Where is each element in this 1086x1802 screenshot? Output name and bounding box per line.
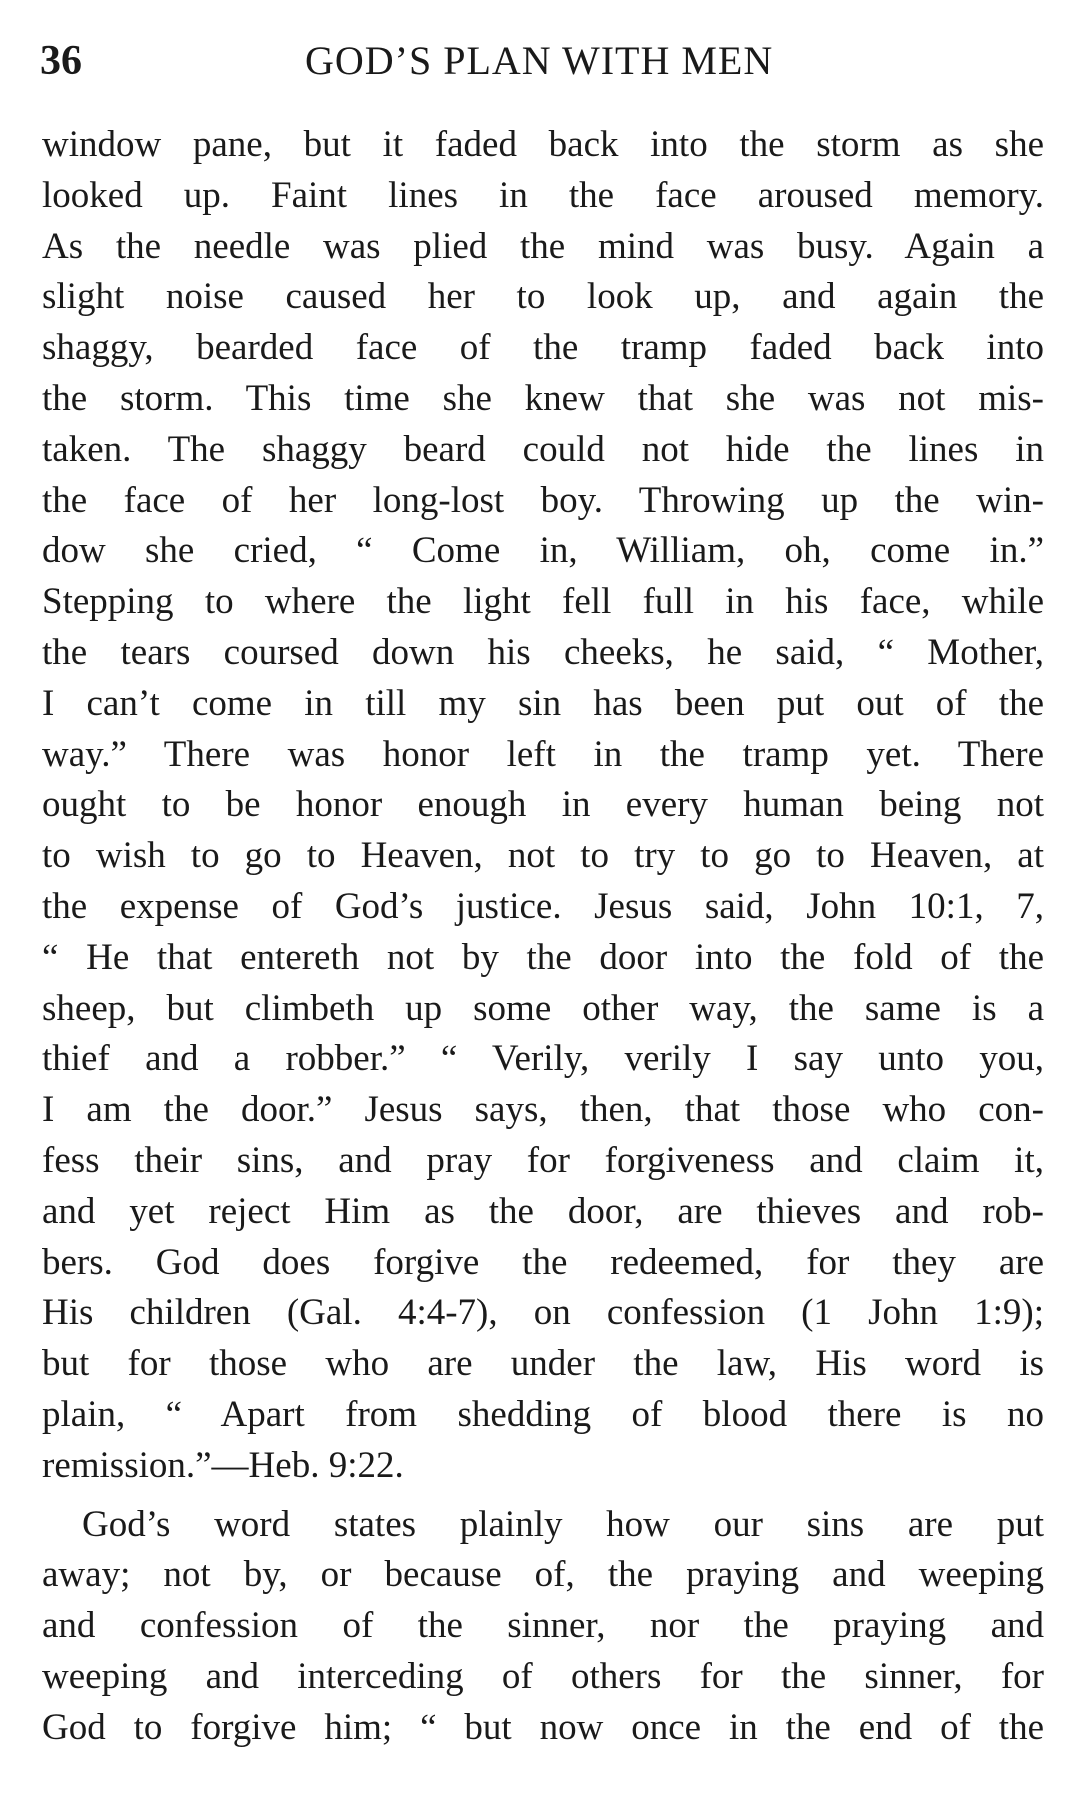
- text-line: Stepping to where the light fell full in his face, while: [42, 581, 1044, 623]
- text-line: way.” There was honor left in the tramp yet. There: [42, 733, 1044, 775]
- text-line: “ He that entereth not by the door into the fold of the: [42, 936, 1044, 978]
- text-line: the expense of God’s justice. Jesus said, John 10:1, 7,: [42, 885, 1044, 927]
- text-line: the tears coursed down his cheeks, he said, “ Mother,: [42, 631, 1044, 673]
- text-line: slight noise caused her to look up, and again the: [42, 276, 1044, 318]
- text-line: God’s word states plainly how our sins are put: [82, 1503, 1044, 1545]
- text-line: sheep, but climbeth up some other way, the same is a: [42, 987, 1044, 1029]
- text-line: to wish to go to Heaven, not to try to go to Heaven, at: [42, 835, 1044, 877]
- text-line: fess their sins, and pray for forgiveness and claim it,: [42, 1139, 1044, 1181]
- page-header: [40, 36, 1050, 86]
- text-line: shaggy, bearded face of the tramp faded back into: [42, 327, 1044, 369]
- paragraph-1: [42, 120, 1044, 1492]
- text-line: bers. God does forgive the redeemed, for they are: [42, 1241, 1044, 1283]
- text-line: As the needle was plied the mind was busy. Again a: [42, 225, 1044, 267]
- text-line: away; not by, or because of, the praying and weeping: [42, 1554, 1044, 1596]
- text-line: remission.”—Heb. 9:22.: [42, 1444, 404, 1486]
- text-line: and confession of the sinner, nor the praying and: [42, 1605, 1044, 1647]
- paragraph-gap: [42, 1492, 1044, 1500]
- text-line: I am the door.” Jesus says, then, that those who con-: [42, 1089, 1044, 1131]
- running-head: GOD’S PLAN WITH MEN: [305, 38, 774, 83]
- text-line: I can’t come in till my sin has been put out of the: [42, 682, 1044, 724]
- text-line: and yet reject Him as the door, are thieves and rob-: [42, 1190, 1044, 1232]
- text-line: the storm. This time she knew that she was not mis-: [42, 377, 1044, 419]
- text-line: taken. The shaggy beard could not hide the lines in: [42, 428, 1044, 470]
- body-text: [42, 120, 1044, 1754]
- text-line: plain, “ Apart from shedding of blood there is no: [42, 1393, 1044, 1435]
- page-number: 36: [40, 38, 82, 84]
- text-line: His children (Gal. 4:4-7), on confession (1 John 1:9);: [42, 1292, 1044, 1334]
- text-line: thief and a robber.” “ Verily, verily I say unto you,: [42, 1038, 1044, 1080]
- text-line: weeping and interceding of others for the sinner, for: [42, 1655, 1044, 1697]
- text-line: the face of her long-lost boy. Throwing up the win-: [42, 479, 1044, 521]
- text-line: looked up. Faint lines in the face aroused memory.: [42, 174, 1044, 216]
- text-line: God to forgive him; “ but now once in the end of the: [42, 1706, 1044, 1748]
- paragraph-2: [42, 1500, 1044, 1754]
- text-line: ought to be honor enough in every human being not: [42, 784, 1044, 826]
- text-line: dow she cried, “ Come in, William, oh, come in.”: [42, 530, 1044, 572]
- text-line: but for those who are under the law, His word is: [42, 1343, 1044, 1385]
- text-line: window pane, but it faded back into the storm as she: [42, 124, 1044, 165]
